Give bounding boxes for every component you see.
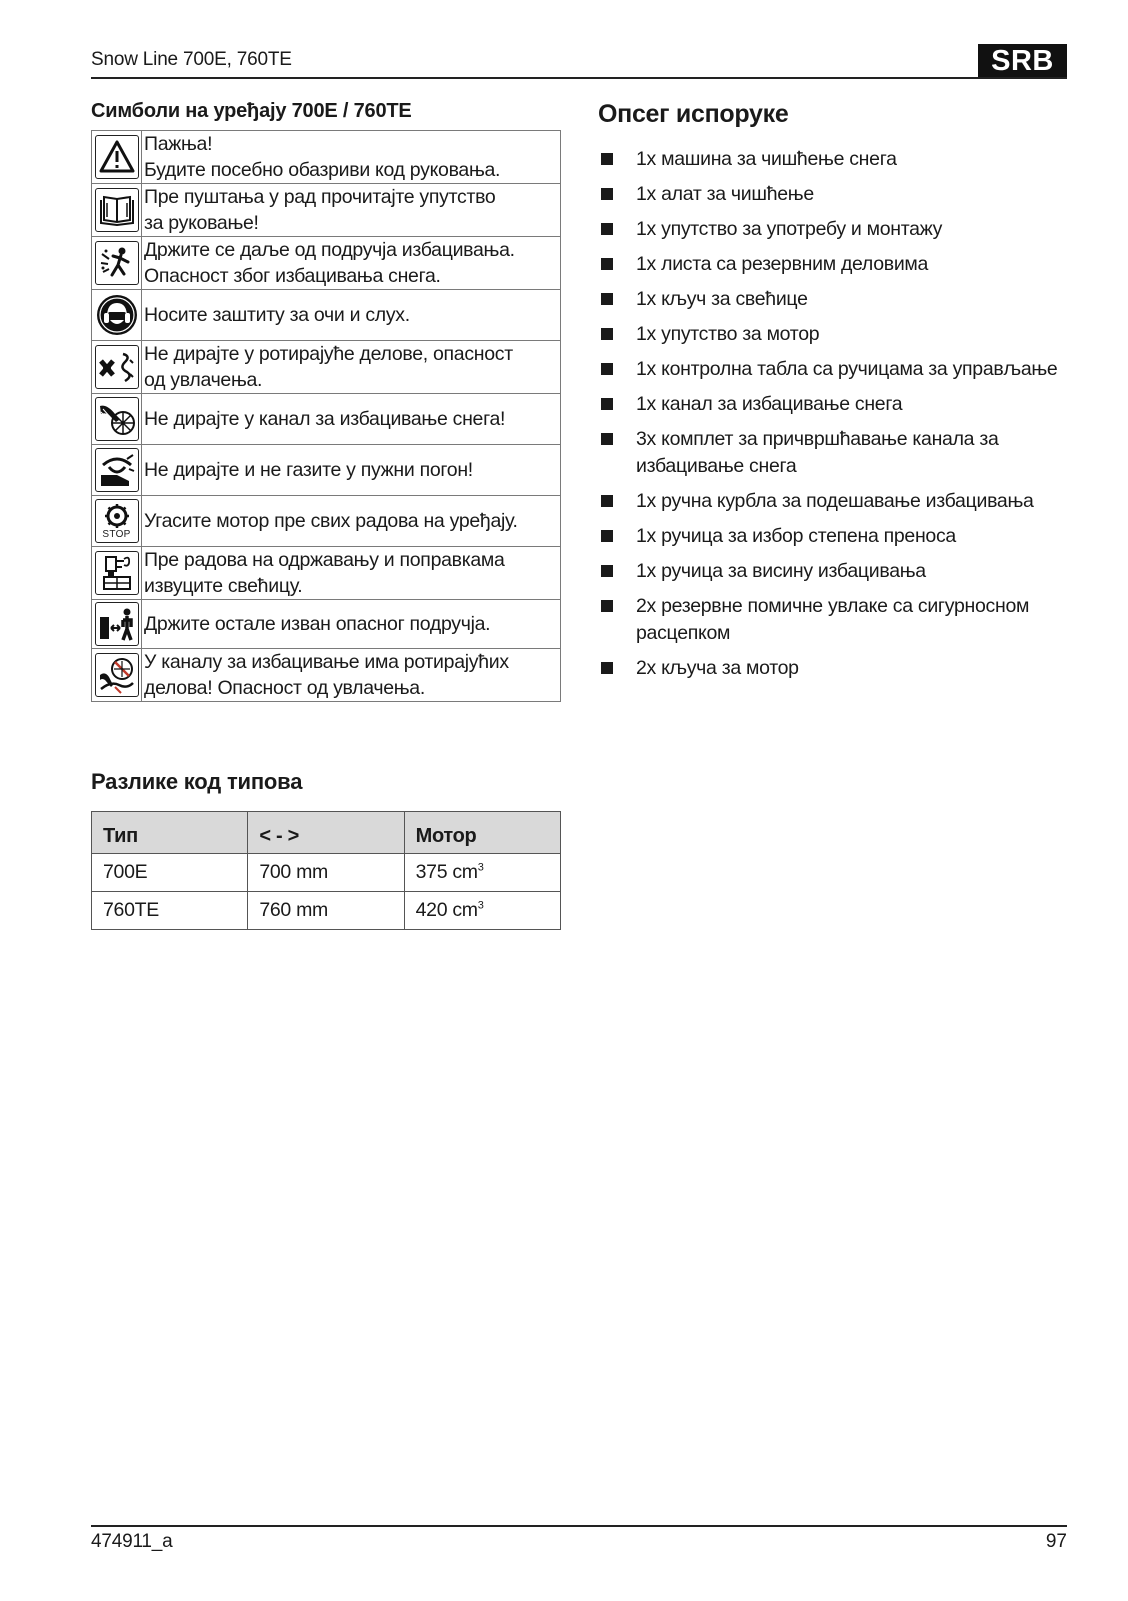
- warning-triangle-icon: [95, 135, 139, 179]
- symbol-row: [92, 445, 561, 496]
- engine-cell: [404, 892, 560, 930]
- symbol-row: [92, 237, 561, 290]
- list-item: 1x ручица за избор степена преноса: [598, 523, 1068, 550]
- table-row: [92, 854, 561, 892]
- list-item: 2x кључа за мотор: [598, 655, 1068, 682]
- type-differences-table: [91, 811, 561, 930]
- spark-plug-icon: [95, 551, 139, 595]
- list-item: 1x канал за избацивање снега: [598, 391, 1068, 418]
- column-header-type: Тип: [92, 812, 248, 854]
- width-cell: 700 mm: [248, 854, 404, 892]
- symbol-text-line: Будите посебно обазриви код руковања.: [144, 159, 501, 181]
- symbol-row: [92, 394, 561, 445]
- symbol-text-line: Пре пуштања у рад прочитајте упутство: [144, 186, 496, 208]
- symbol-text-line: делова! Опасност од увлачења.: [144, 677, 425, 699]
- chute-hand-icon: [95, 397, 139, 441]
- symbol-text-line: извуците свећицу.: [144, 575, 303, 597]
- stop-engine-icon: [95, 499, 139, 543]
- list-item: 1x ручица за висину избацивања: [598, 558, 1068, 585]
- list-item: 1x листа са резервним деловима: [598, 251, 1068, 278]
- thrown-objects-icon: [95, 241, 139, 285]
- unit-superscript: 3: [477, 861, 484, 874]
- symbol-text-line: Не дирајте у канал за избацивање снега!: [144, 408, 506, 430]
- header-divider: [91, 77, 1067, 79]
- symbol-text-line: У каналу за избацивање има ротирајућих: [144, 651, 509, 673]
- width-cell: 760 mm: [248, 892, 404, 930]
- symbol-row: [92, 547, 561, 600]
- language-badge: SRB: [978, 44, 1067, 79]
- list-item: 1x упутство за мотор: [598, 321, 1068, 348]
- symbol-text-line: Пре радова на одржавању и поправкама: [144, 549, 505, 571]
- list-item: 2x резервне помичне увлаке са сигурносном расцепком: [598, 593, 1068, 647]
- type-cell: 760TE: [92, 892, 248, 930]
- engine-volume: 375 cm: [415, 861, 478, 883]
- symbol-row: [92, 290, 561, 341]
- keep-distance-icon: [95, 602, 139, 646]
- list-item: 1x контролна табла са ручицама за управљање: [598, 356, 1068, 383]
- symbol-row: [92, 184, 561, 237]
- scope-of-delivery-heading: Опсег испоруке: [598, 100, 789, 128]
- symbol-text-line: Држите се даље од подручја избацивања.: [144, 239, 515, 261]
- symbol-text-line: Пажња!: [144, 133, 213, 155]
- manual-book-icon: [95, 188, 139, 232]
- type-differences-heading: Разлике код типова: [91, 769, 303, 794]
- symbol-text-line: Не дирајте у ротирајуће делове, опасност: [144, 343, 513, 365]
- symbol-row: [92, 496, 561, 547]
- list-item: 1x кључ за свећице: [598, 286, 1068, 313]
- table-row: [92, 892, 561, 930]
- list-item: 1x алат за чишћење: [598, 181, 1068, 208]
- symbols-table: [91, 130, 561, 702]
- symbol-text-line: Не дирајте и не газите у пужни погон!: [144, 459, 473, 481]
- symbol-row: [92, 600, 561, 649]
- symbol-text-line: Опасност због избацивања снега.: [144, 265, 441, 287]
- page-number: 97: [1045, 1531, 1067, 1552]
- list-item: 1x ручна курбла за подешавање избацивања: [598, 488, 1068, 515]
- eye-ear-protection-icon: [95, 293, 139, 337]
- symbols-heading: Симболи на уређају 700E / 760TE: [91, 100, 412, 122]
- scope-of-delivery-list: [598, 146, 1068, 690]
- column-header-engine: Мотор: [404, 812, 560, 854]
- symbol-row: [92, 131, 561, 184]
- symbol-text-line: Угасите мотор пре свих радова на уређају.: [144, 510, 518, 532]
- engine-cell: [404, 854, 560, 892]
- symbol-row: [92, 341, 561, 394]
- rotating-parts-icon: [95, 345, 139, 389]
- stop-label: STOP: [102, 529, 131, 540]
- auger-foot-icon: [95, 448, 139, 492]
- list-item: 1x упутство за употребу и монтажу: [598, 216, 1068, 243]
- footer-divider: [91, 1525, 1067, 1527]
- chute-rotating-icon: [95, 653, 139, 697]
- document-code: 474911_a: [91, 1531, 173, 1552]
- unit-superscript: 3: [477, 899, 484, 912]
- symbol-text-line: од увлачења.: [144, 369, 263, 391]
- list-item: 1x машина за чишћење снега: [598, 146, 1068, 173]
- list-item: 3x комплет за причвршћавање канала за избацивање снега: [598, 426, 1068, 480]
- table-header-row: [92, 812, 561, 854]
- symbol-row: [92, 649, 561, 702]
- document-title: Snow Line 700E, 760TE: [91, 49, 292, 70]
- symbol-text-line: Носите заштиту за очи и слух.: [144, 304, 410, 326]
- column-header-width: < - >: [248, 812, 404, 854]
- symbol-text-line: Држите остале изван опасног подручја.: [144, 613, 491, 635]
- symbol-text-line: за руковање!: [144, 212, 259, 234]
- type-cell: 700E: [92, 854, 248, 892]
- engine-volume: 420 cm: [415, 899, 478, 921]
